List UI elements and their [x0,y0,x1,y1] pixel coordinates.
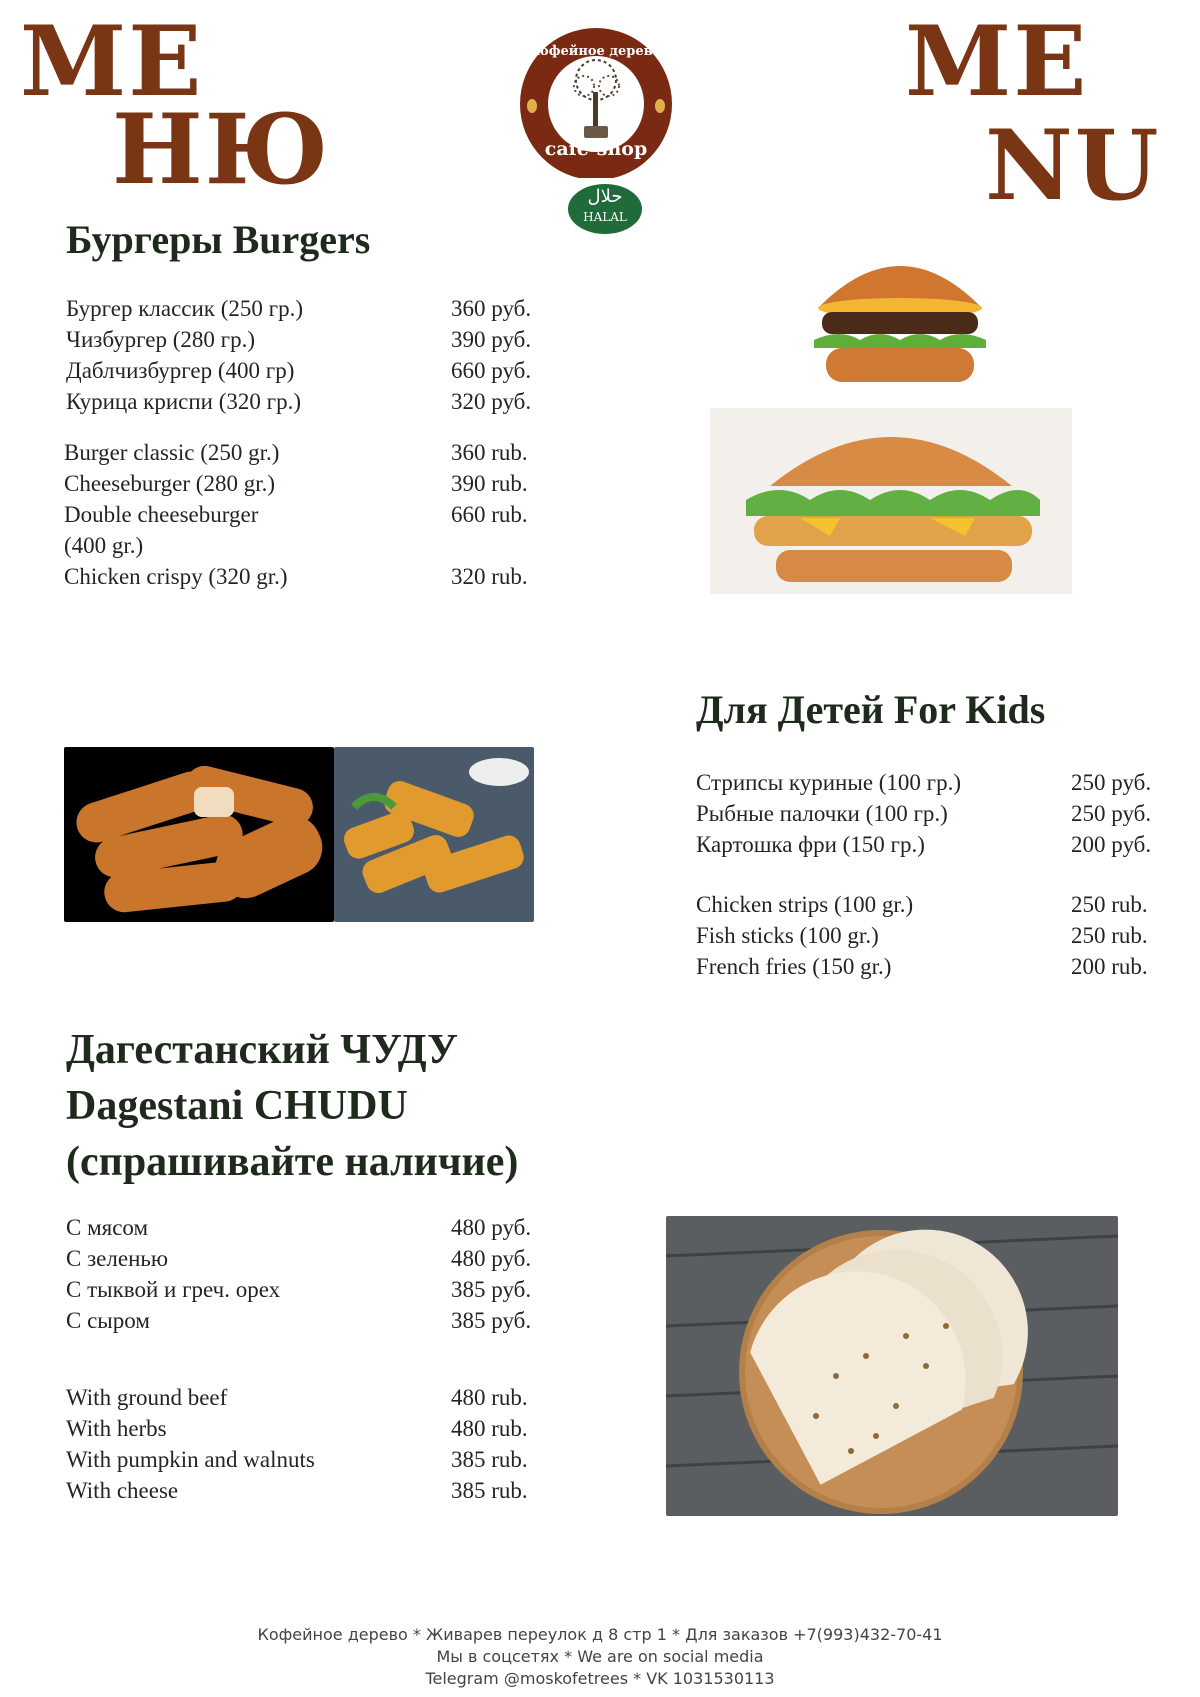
footer-line1: Кофейное дерево * Живарев переулок д 8 стр 1 * Для заказов +7(993)432-70-41 [257,1625,943,1644]
list-item: С зеленью 480 руб. [66,1245,532,1271]
list-item: Бургер классик (250 гр.) 360 руб. [66,295,532,321]
list-item: Стрипсы куриные (100 гр.) 250 руб. [696,769,1152,795]
title-ru-line1: МЕ [20,5,204,118]
cafe-logo [512,20,680,178]
logo-top-text: кофейное дерево [530,44,662,59]
list-item: С мясом 480 руб. [66,1214,532,1240]
chudu-title [66,1022,518,1190]
list-item: Double cheeseburger 660 rub. [64,501,528,527]
list-item: С тыквой и греч. орех 385 руб. [66,1276,532,1302]
fish-sticks-photo [334,747,534,922]
burgers-title: Бургеры Burgers [66,217,371,262]
kids-list-ru [696,767,1156,860]
chudu-photo [666,1216,1118,1516]
list-item: French fries (150 gr.) 200 rub. [696,953,1148,979]
kids-list-en [696,889,1156,982]
list-item: Burger classic (250 gr.) 360 rub. [64,439,528,465]
title-ru-line2: НЮ [112,93,331,206]
chicken-burger-photo [710,408,1072,594]
list-item: With herbs 480 rub. [66,1415,528,1441]
halal-arabic: حلال [587,186,623,207]
chudu-list-en [66,1382,536,1506]
burgers-list-ru [66,293,536,417]
list-item: With pumpkin and walnuts 385 rub. [66,1446,528,1472]
list-item: Даблчизбургер (400 гр) 660 руб. [66,357,532,383]
halal-label: HALAL [583,210,627,224]
list-item: (400 gr.) [64,532,144,558]
chudu-title-line1: Дагестанский ЧУДУ [66,1027,458,1073]
footer-line3: Telegram @moskofetrees * VK 1031530113 [425,1669,775,1688]
chudu-list-ru [66,1212,536,1336]
list-item: Chicken strips (100 gr.) 250 rub. [696,891,1148,917]
list-item: Рыбные палочки (100 гр.) 250 руб. [696,800,1152,826]
chudu-title-line2: Dagestani CHUDU [66,1083,408,1129]
list-item: With cheese 385 rub. [66,1477,528,1503]
list-item: Картошка фри (150 гр.) 200 руб. [696,831,1152,857]
halal-badge-icon [568,184,642,234]
list-item: Cheeseburger (280 gr.) 390 rub. [64,470,528,496]
list-item: Chicken crispy (320 gr.) 320 rub. [64,563,528,589]
kids-title: Для Детей For Kids [696,687,1046,732]
title-en-line2: NU [985,109,1161,222]
chicken-strips-photo [64,747,334,922]
list-item: С сыром 385 руб. [66,1307,532,1333]
logo-bottom-text: cafe-shop [544,138,648,160]
cheeseburger-photo [800,236,1000,400]
title-en-line1: ME [905,5,1089,118]
footer-line2: Мы в соцсетях * We are on social media [436,1647,764,1666]
chudu-title-line3: (спрашивайте наличие) [66,1139,519,1185]
list-item: Чизбургер (280 гр.) 390 руб. [66,326,532,352]
list-item: Курица криспи (320 гр.) 320 руб. [66,388,532,414]
list-item: Fish sticks (100 gr.) 250 rub. [696,922,1148,948]
footer [0,1624,1200,1690]
list-item: With ground beef 480 rub. [66,1384,528,1410]
burgers-list-en [64,437,536,592]
